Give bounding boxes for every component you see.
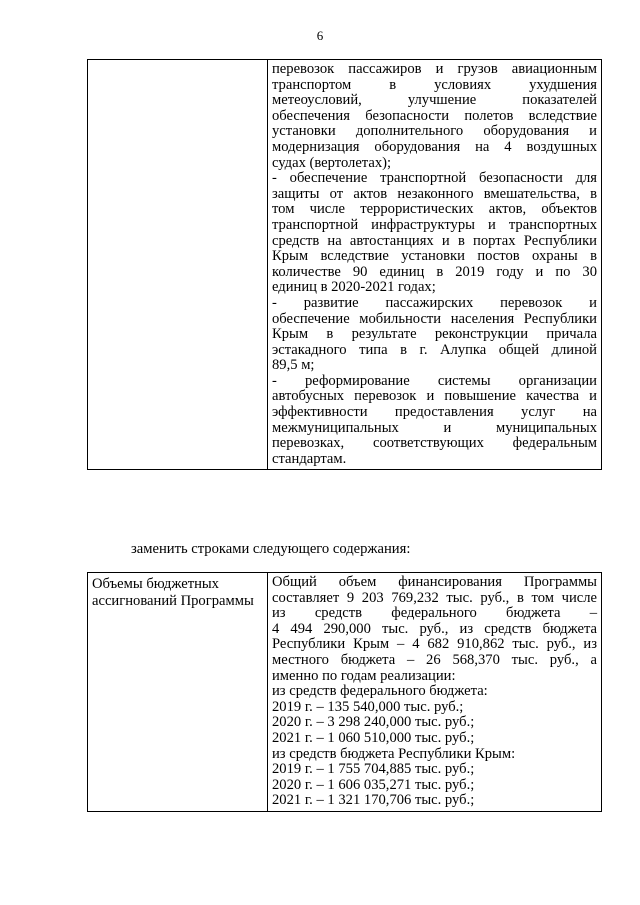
text-line: межмуниципальных и муниципальных (272, 419, 597, 436)
text-line: установки дополнительного оборудования и (272, 123, 597, 140)
text-line: из средств бюджета Республики Крым: (272, 745, 516, 762)
text-line: 2021 г. – 1 321 170,706 тыс. руб.; (272, 792, 475, 809)
text-line: судах (вертолетах); (272, 154, 392, 171)
text-line: модернизация оборудования на 4 воздушных (272, 138, 597, 155)
text-line: транспортной инфраструктуры и транспортных (272, 216, 597, 233)
bottom-table (87, 572, 602, 812)
text-line: местного бюджета – 26 568,370 тыс. руб., а (272, 651, 597, 668)
text-line: 2020 г. – 3 298 240,000 тыс. руб.; (272, 714, 475, 731)
bottom-right-cell (268, 573, 602, 812)
text-line: 2021 г. – 1 060 510,000 тыс. руб.; (272, 729, 475, 746)
text-line: - развитие пассажирских перевозок и (272, 294, 597, 311)
table-row (88, 60, 602, 470)
text-line: метеоусловий, улучшение показателей (272, 92, 597, 109)
page-number: 6 (316, 28, 324, 43)
row-label-line: ассигнований Программы (92, 592, 254, 609)
top-table (87, 59, 602, 470)
text-line: из средств федерального бюджета: (272, 683, 488, 700)
row-label-line: Объемы бюджетных (92, 576, 219, 592)
text-line: средств на автостанциях и в портах Республики (272, 232, 597, 249)
text-line: количестве 90 единиц в 2019 году и по 30 (272, 263, 597, 280)
text-line: эстакадного типа в г. Алупка общей длиной (272, 341, 597, 358)
text-line: составляет 9 203 769,232 тыс. руб., в том числе (272, 589, 597, 606)
table-row (88, 573, 602, 812)
text-line: перевозок пассажиров и грузов авиационным (272, 61, 597, 77)
text-line: - реформирование системы организации (272, 372, 597, 389)
text-line: 2020 г. – 1 606 035,271 тыс. руб.; (272, 776, 475, 793)
text-line: обеспечения безопасности полетов вследствие (272, 107, 597, 124)
text-line: обеспечение мобильности населения Республики (272, 310, 597, 327)
text-line: эффективности предоставления услуг на (272, 404, 597, 421)
text-line: Крым вследствие установки постов охраны в (272, 248, 597, 265)
text-line: 2019 г. – 1 755 704,885 тыс. руб.; (272, 761, 475, 778)
intro-text: заменить строками следующего содержания: (131, 541, 411, 557)
text-line: стандартам. (272, 450, 347, 467)
text-line: Республики Крым – 4 682 910,862 тыс. руб., из (272, 636, 597, 653)
text-line: 2019 г. – 135 540,000 тыс. руб.; (272, 698, 464, 715)
text-line: именно по годам реализации: (272, 667, 456, 684)
text-line: единиц в 2020-2021 годах; (272, 279, 436, 296)
bottom-left-cell (88, 573, 268, 812)
text-line: 4 494 290,000 тыс. руб., из средств бюджета (272, 620, 597, 637)
text-line: Общий объем финансирования Программы (272, 574, 597, 590)
text-line: том числе террористических актов, объектов (272, 201, 597, 218)
text-line: из средств федерального бюджета – (272, 605, 597, 622)
text-line: автобусных перевозок и повышение качества и (272, 388, 597, 405)
text-line: защиты от актов незаконного вмешательства, в (272, 185, 597, 202)
top-right-cell (268, 60, 602, 470)
text-line: 89,5 м; (272, 357, 315, 374)
top-left-cell (88, 60, 268, 470)
text-line: Крым в результате реконструкции причала (272, 326, 597, 343)
text-line: транспортом в условиях ухудшения (272, 76, 597, 93)
text-line: перевозках, соответствующих федеральным (272, 435, 597, 452)
text-line: - обеспечение транспортной безопасности для (272, 170, 597, 187)
